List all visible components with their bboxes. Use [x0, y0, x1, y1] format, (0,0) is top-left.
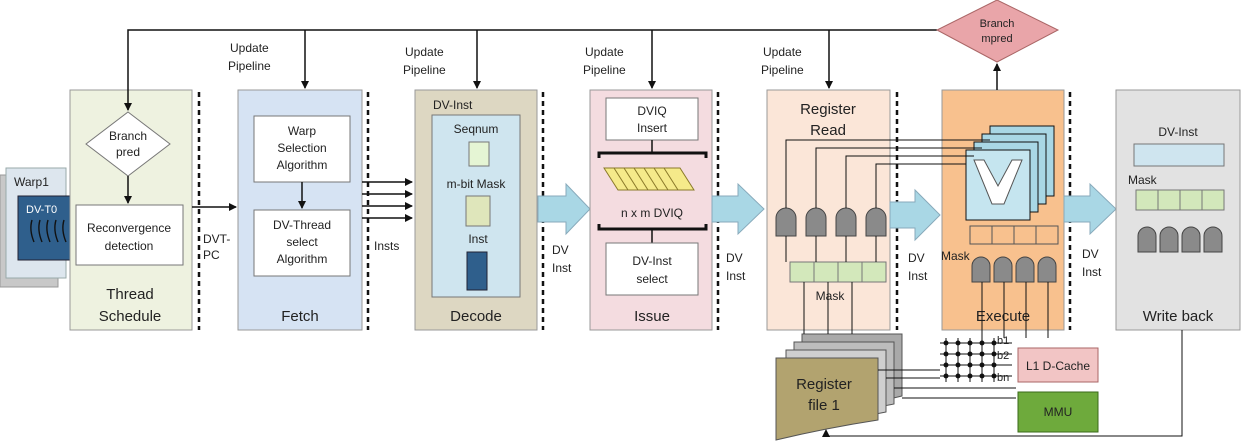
thread-schedule-title-line2: Schedule [98, 308, 162, 325]
update-label-4b: Pipeline [761, 63, 804, 77]
update-label-3a: Update [585, 45, 624, 59]
dvt-pc-line1: DVT- [203, 232, 231, 246]
warp-title: Warp1 [14, 175, 49, 189]
warp-group [0, 168, 74, 287]
decode-title: Decode [450, 308, 502, 325]
branch-mpred-line1: Branch [979, 18, 1015, 30]
mask-cells-execute [970, 226, 1058, 244]
l1-dcache-label: L1 D-Cache [1025, 359, 1091, 373]
regread-to-execute-arrow [890, 190, 940, 240]
write-back-stage [1116, 90, 1240, 330]
dv-thread-select-line2: select [286, 235, 318, 249]
dv-inst-label-4-line1: DV [1082, 247, 1099, 261]
execute-stage [941, 90, 1064, 330]
register-read-title-line1: Register [800, 101, 856, 118]
mask-cell [466, 196, 490, 226]
seqnum-cell [469, 142, 489, 166]
fetch-title: Fetch [281, 308, 319, 325]
issue-to-regread-arrow [712, 184, 764, 234]
decode-stage [415, 90, 537, 330]
dv-inst-select-line1: DV-Inst [632, 254, 672, 268]
reconvergence-line1: Reconvergence [86, 221, 172, 235]
update-label-4a: Update [763, 45, 802, 59]
issue-stage [590, 90, 712, 330]
dv-thread-select-line3: Algorithm [276, 252, 328, 266]
execute-to-writeback-arrow [1064, 184, 1116, 234]
dv-inst-label-4-line2: Inst [1082, 265, 1102, 279]
dv-inst-label-2-line2: Inst [726, 269, 746, 283]
mmu-label: MMU [1043, 405, 1073, 419]
insts-label: Insts [374, 239, 400, 253]
mask-cells-regread [790, 262, 886, 282]
decode-inst: Inst [468, 232, 488, 246]
write-back-dv-inst: DV-Inst [1158, 125, 1198, 139]
register-read-mask: Mask [815, 289, 845, 303]
dv-inst-label-3-line2: Inst [908, 269, 928, 283]
decode-seqnum: Seqnum [453, 122, 499, 136]
write-back-title: Write back [1142, 308, 1214, 325]
reconvergence-line2: detection [104, 239, 154, 253]
write-back-mask: Mask [1128, 173, 1157, 187]
dv-inst-label-2-line1: DV [726, 251, 743, 265]
register-read-title-line2: Read [810, 122, 846, 139]
branch-pred-line1: Branch [108, 129, 148, 143]
register-file [776, 334, 902, 440]
register-file-line1: Register [796, 376, 852, 393]
reconvergence-box [76, 205, 183, 265]
execute-title: Execute [975, 308, 1031, 325]
dv-inst-label-3-line1: DV [908, 251, 925, 265]
branch-mpred-line2: mpred [981, 33, 1013, 45]
bank-bn: bn [997, 372, 1010, 384]
dviq-queue-icon [604, 168, 694, 190]
warp-selection-line1: Warp [287, 124, 317, 138]
thread-schedule-stage [70, 90, 192, 330]
branch-pred-line2: pred [115, 145, 141, 159]
update-label-1a: Update [230, 41, 269, 55]
decode-to-issue-arrow [538, 184, 590, 234]
update-label-3b: Pipeline [583, 63, 626, 77]
decode-dv-inst: DV-Inst [433, 98, 473, 112]
dv-inst-label-1-line2: Inst [552, 261, 572, 275]
dv-inst-select-line2: select [636, 272, 668, 286]
mask-cells-writeback [1136, 190, 1224, 210]
dv-inst-select-box [606, 243, 698, 295]
register-file-line2: file 1 [808, 397, 840, 414]
update-label-1b: Pipeline [228, 59, 271, 73]
issue-title: Issue [634, 308, 670, 325]
fetch-stage [238, 90, 362, 330]
update-label-2b: Pipeline [403, 63, 446, 77]
inst-cell [467, 252, 487, 290]
dv-thread-select-line1: DV-Thread [272, 218, 332, 232]
bank-b1: b1 [997, 335, 1010, 347]
dvt-pc-line2: PC [203, 248, 220, 262]
warp-selection-line3: Algorithm [276, 158, 328, 172]
warp-thread-label: DV-T0 [26, 204, 58, 216]
dv-inst-label-1-line1: DV [552, 243, 569, 257]
dviq-insert-line1: DVIQ [637, 104, 667, 118]
bank-b2: b2 [997, 350, 1010, 362]
dviq-queue-label: n x m DVIQ [620, 206, 684, 220]
branch-mpred-diamond [937, 0, 1058, 62]
thread-schedule-title-line1: Thread [106, 286, 154, 303]
execute-mask: Mask [941, 249, 970, 263]
dviq-insert-line2: Insert [636, 121, 668, 135]
decode-mask: m-bit Mask [446, 177, 506, 191]
update-label-2a: Update [405, 45, 444, 59]
insts-arrows [362, 182, 412, 218]
warp-selection-line2: Selection [277, 141, 327, 155]
write-back-inst-bar [1134, 144, 1224, 166]
